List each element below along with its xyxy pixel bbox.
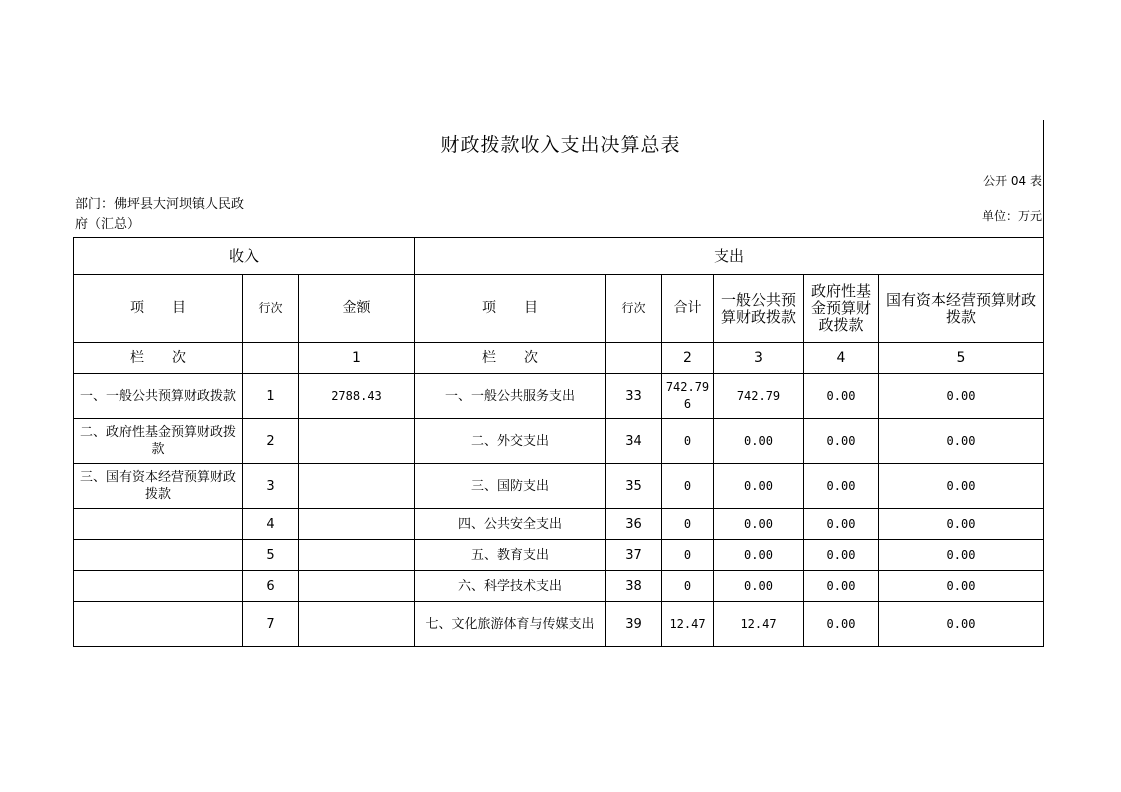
- col-total: 合计: [662, 275, 714, 343]
- index-1: 1: [299, 343, 415, 374]
- fund-value: 0.00: [804, 540, 879, 571]
- expense-item: 六、科学技术支出: [415, 571, 606, 602]
- index-5: 5: [879, 343, 1044, 374]
- income-row-no: 3: [243, 464, 299, 509]
- department-label: 部门：佛坪县大河坝镇人民政府（汇总）: [75, 197, 245, 232]
- expense-row-no: 34: [606, 419, 662, 464]
- soe-value: 0.00: [879, 419, 1044, 464]
- income-item: [74, 509, 243, 540]
- expense-item: 二、外交支出: [415, 419, 606, 464]
- total-value: 0: [662, 571, 714, 602]
- col-general: 一般公共预算财政拨款: [714, 275, 804, 343]
- form-number: 公开 04 表: [983, 174, 1042, 188]
- total-value: 0: [662, 464, 714, 509]
- index-blank-right: [606, 343, 662, 374]
- general-value: 12.47: [714, 602, 804, 647]
- general-value: 0.00: [714, 419, 804, 464]
- table-row: [74, 602, 1044, 647]
- income-amount: [299, 419, 415, 464]
- section-header-row: [74, 238, 1044, 275]
- col-item-left: 项 目: [74, 275, 243, 343]
- income-header: 收入: [74, 238, 415, 275]
- page-title: 财政拨款收入支出决算总表: [440, 134, 681, 156]
- index-3: 3: [714, 343, 804, 374]
- fund-value: 0.00: [804, 464, 879, 509]
- general-value: 0.00: [714, 540, 804, 571]
- income-row-no: 4: [243, 509, 299, 540]
- table-row: [74, 464, 1044, 509]
- income-item: [74, 602, 243, 647]
- expense-item: 五、教育支出: [415, 540, 606, 571]
- col-soe: 国有资本经营预算财政拨款: [879, 275, 1044, 343]
- expense-row-no: 39: [606, 602, 662, 647]
- total-value: 12.47: [662, 602, 714, 647]
- soe-value: 0.00: [879, 509, 1044, 540]
- expense-item: 七、文化旅游体育与传媒支出: [415, 602, 606, 647]
- index-4: 4: [804, 343, 879, 374]
- col-fund: 政府性基金预算财政拨款: [804, 275, 879, 343]
- expense-row-no: 38: [606, 571, 662, 602]
- soe-value: 0.00: [879, 464, 1044, 509]
- soe-value: 0.00: [879, 374, 1044, 419]
- soe-value: 0.00: [879, 540, 1044, 571]
- general-value: 0.00: [714, 464, 804, 509]
- fund-value: 0.00: [804, 419, 879, 464]
- general-value: 742.79: [714, 374, 804, 419]
- income-amount: [299, 464, 415, 509]
- income-amount: [299, 509, 415, 540]
- income-row-no: 6: [243, 571, 299, 602]
- general-value: 0.00: [714, 571, 804, 602]
- expense-item: 四、公共安全支出: [415, 509, 606, 540]
- table-row: [74, 419, 1044, 464]
- income-amount: 2788.43: [299, 374, 415, 419]
- income-row-no: 2: [243, 419, 299, 464]
- index-blank-left: [243, 343, 299, 374]
- fund-value: 0.00: [804, 571, 879, 602]
- column-header-row: [74, 275, 1044, 343]
- expense-item: 一、一般公共服务支出: [415, 374, 606, 419]
- income-item: 二、政府性基金预算财政拨款: [74, 419, 243, 464]
- income-row-no: 1: [243, 374, 299, 419]
- table-row: [74, 374, 1044, 419]
- income-item: 一、一般公共预算财政拨款: [74, 374, 243, 419]
- fund-value: 0.00: [804, 602, 879, 647]
- income-row-no: 7: [243, 602, 299, 647]
- fund-value: 0.00: [804, 509, 879, 540]
- income-item: 三、国有资本经营预算财政拨款: [74, 464, 243, 509]
- total-value: 742.796: [662, 374, 714, 419]
- expense-row-no: 37: [606, 540, 662, 571]
- financial-summary-table: [73, 237, 1044, 647]
- index-label-right: 栏 次: [415, 343, 606, 374]
- fund-value: 0.00: [804, 374, 879, 419]
- expense-row-no: 35: [606, 464, 662, 509]
- col-row-left: 行次: [243, 275, 299, 343]
- index-2: 2: [662, 343, 714, 374]
- table-row: [74, 540, 1044, 571]
- expense-row-no: 36: [606, 509, 662, 540]
- total-value: 0: [662, 509, 714, 540]
- col-item-right: 项 目: [415, 275, 606, 343]
- col-row-right: 行次: [606, 275, 662, 343]
- general-value: 0.00: [714, 509, 804, 540]
- col-amount: 金额: [299, 275, 415, 343]
- soe-value: 0.00: [879, 602, 1044, 647]
- expense-header: 支出: [415, 238, 1044, 275]
- table-row: [74, 509, 1044, 540]
- income-row-no: 5: [243, 540, 299, 571]
- index-label-left: 栏 次: [74, 343, 243, 374]
- income-amount: [299, 540, 415, 571]
- income-amount: [299, 571, 415, 602]
- expense-item: 三、国防支出: [415, 464, 606, 509]
- income-item: [74, 540, 243, 571]
- unit-label: 单位：万元: [981, 209, 1042, 223]
- table-row: [74, 571, 1044, 602]
- total-value: 0: [662, 419, 714, 464]
- income-item: [74, 571, 243, 602]
- index-row: [74, 343, 1044, 374]
- expense-row-no: 33: [606, 374, 662, 419]
- soe-value: 0.00: [879, 571, 1044, 602]
- total-value: 0: [662, 540, 714, 571]
- income-amount: [299, 602, 415, 647]
